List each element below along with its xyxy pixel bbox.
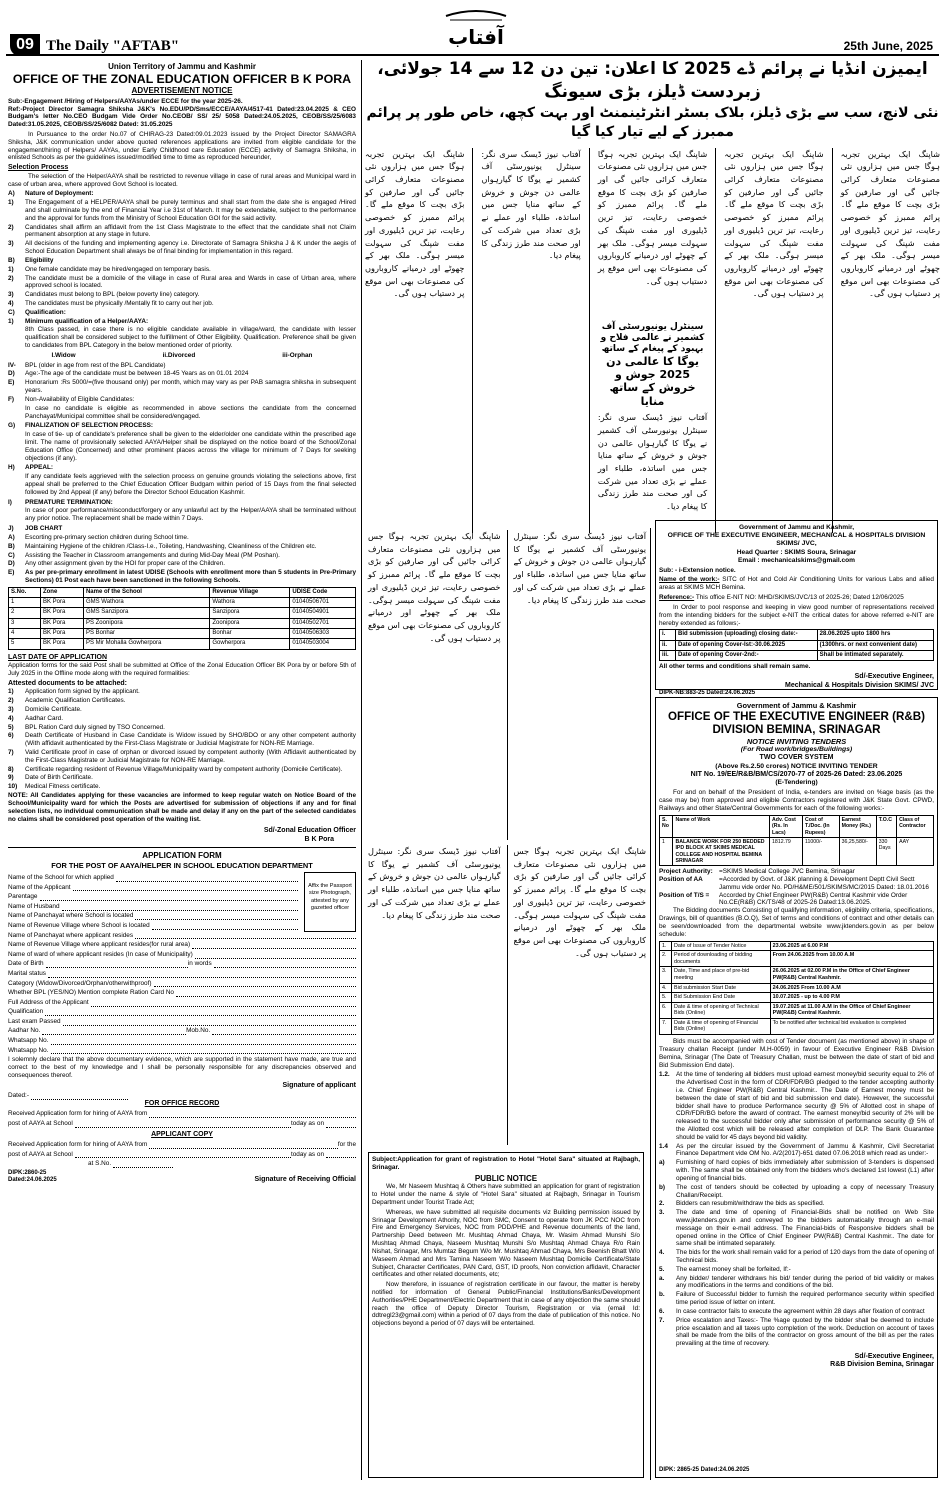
urdu-continuation — [368, 845, 646, 1145]
note: NOTE: All Candidates applying for these vacancies are informed to keep regular watch on Notice Board of the School/Municipality ward for which the Posts are advertised for submission of objections if any and for final selection lists, no individual communication shall be made and delay if any on the part of the selected candidates no claims shall be considered post operation of the waiting list. — [8, 792, 356, 823]
condition-item: Furnishing of hard copies of bids immediately after submission of 3-tenders is dispensed with. The same shall be obtained only from the bidders who's declared 1st lowest (L1) after opening of financial bids. — [676, 1159, 934, 1182]
form-heading: APPLICATION FORM — [142, 851, 222, 861]
urdu-subheadline: نئی لانچ، سب سے بڑی ڈیلز، بلاک بسٹر انٹرٹینمنٹ اور بہت کچھ، خاص طور پر پرائم ممبرز کے لیے تیار کیا گیا — [366, 104, 939, 140]
form-field-line[interactable] — [176, 990, 356, 997]
table-row: i. Bid submission (uploading) closing date:- 28.06.2025 upto 1800 hrs — [660, 630, 934, 640]
notice-subject: Subject:Application for grant of registration to Hotel "Hotel Sara" situated at Rajbagh, Srinagar. — [372, 1156, 640, 1171]
bidding-text: The Bidding documents Consisting of qualifying information, eligibility criteria, specifications, Drawings, bill of quantities (B.O.Q), Set of terms and conditions of contract and other details can be seen/downloaded from the departmental website www.jktenders.gov.in as per below schedule: — [659, 907, 934, 938]
notice-paragraph: Now therefore, in issuance of registration certificate in our favour, the matter is hereby notified for information of General Public/Financial Institutions/Banks/Development Authorities/PHE Department/Electric Department that in case of any objection the same should reach the office of Deputy Director Tourism, Registration or via (email Id: ddtregl23@gmail.com) within a period of 07 days from the date of publication of this notice. No objections beyond a period of 07 days will be entertained. — [372, 1281, 640, 1328]
form-field-line[interactable] — [75, 1121, 291, 1128]
dates-table — [659, 629, 934, 661]
logo-text: آفتاب — [448, 25, 504, 49]
list-item: BPL (older in age from rest of the BPL Candidate) — [25, 361, 166, 369]
form-field-line[interactable] — [51, 1038, 357, 1045]
subject: Sub: - i-Extension notice. — [659, 566, 736, 574]
list-item: Assisting the Teacher in Classroom arrangements and during Mid-Day Meal (PM Poshan). — [25, 551, 280, 559]
form-field-line[interactable] — [73, 884, 298, 891]
nit-number: NIT No. 19/EE/R&B/BM/CS/2070-77 of 2025-26 Dated: 23.06.2025 — [690, 770, 903, 778]
doc-item: Application form signed by the applicant. — [25, 688, 140, 696]
paper-name: The Daily "AFTAB" — [46, 38, 180, 54]
selection-heading: Selection Process — [8, 164, 69, 172]
priority-item: I.Widow — [51, 351, 76, 359]
form-field-line[interactable] — [214, 961, 356, 968]
attested-heading: Attested documents to be attached: — [8, 679, 128, 687]
condition-item: Any bidder/ tenderer withdraws his bid/ tender during the period of bid validity or makes any modifications in the terms and conditions of the bid. — [676, 1274, 934, 1290]
office-title: OFFICE OF THE EXECUTIVE ENGINEER, MECHANICAL & HOSPITALS DIVISION SKIMS/ JVC, — [667, 532, 926, 548]
table-row: 5 BK Pora PS Mir Mohalla Gowherpora Gowherpora 01040503004 — [9, 639, 356, 649]
masthead — [6, 6, 939, 56]
zeo-place: B K Pora — [304, 835, 334, 843]
doc-item: Academic Qualification Certificates. — [25, 697, 126, 705]
form-field-line[interactable] — [113, 1161, 173, 1168]
condition-item: In case contractor fails to execute the agreement within 28 days after fixation of contract — [676, 1307, 925, 1315]
form-subheading: FOR THE POST OF AAYA/HELPER IN SCHOOL EDUCATION DEPARTMENT — [51, 861, 313, 871]
form-field-line[interactable] — [135, 913, 298, 920]
table-row: 2 BK Pora GMS Sanzipora Sanzipora 01040504901 — [9, 608, 356, 618]
office-record-heading: FOR OFFICE RECORD — [144, 1100, 220, 1108]
priority-item: iii-Orphan — [282, 351, 313, 359]
form-field-line[interactable] — [51, 1047, 357, 1054]
form-field-line[interactable] — [135, 932, 356, 939]
urdu-headline: ایمیزن انڈیا نے پرائم ڈے 2025 کا اعلان: تین دن 12 سے 14 جولائی، زبردست ڈیلز، بڑی سیونگ — [377, 59, 928, 102]
urdu-story-heading: سینٹرل یونیورسٹی آف کشمیر نے عالمی فلاح و بہبود کے پیغام کے ساتھ — [600, 321, 705, 354]
list-item: As per pre-primary enrollment in latest UDISE (Schools with enrollment more than 5 students in Pre-Primary Sections) 01 Post each have been sanctioned in the following Schools. — [25, 569, 356, 584]
table-row: 1. Date of Issue of Tender Notice 23.06.2025 at 6.00 P.M — [660, 941, 934, 951]
doc-item: Death Certificate of Husband in Case Candidate is Widow issued by SHO/BDO or any other competent authority (With affidavit authenticated by the First-Class Magistrate or Judicial Magistrate for NON-RE Marriage. — [25, 732, 356, 748]
gov-title: Government of Jammu and Kashmir, — [738, 524, 855, 531]
reference: Ref:-Project Director Samagra Shiksha J&K's No.EDU/PD/Sms/ECCE/AAYA/4517-41 Dated:23.04.2025 & CEO Budgam's letter No.CEO Budgam Vide Order No.CEOB/ SS/ 25/ 5058 Dated:24.05.2025, CEOB/SS/25/6083 Dated:31.05.2025, CEOB/SS/25/6082 Dated: 31.05.2025 — [8, 105, 356, 129]
reference: This office E-NIT NO: MHD/SKIMS/JVC/13 of 2025-26; Dated 12/06/2025 — [695, 594, 904, 602]
doc-item: Medical Fitness certificate. — [25, 783, 101, 791]
list-item: Escorting pre-primary section children during School time. — [25, 533, 189, 541]
email-line: Email : mechanicalskims@gmail.com — [737, 556, 856, 564]
table-row: 2. Period of downloading of bidding documents From 24.06.2025 from 10.00 A.M — [660, 951, 934, 967]
aftab-logo — [436, 8, 516, 52]
zeo-signatory: Sd/-Zonal Education Officer — [263, 827, 356, 835]
non-availability-text: In case no candidate is eligible as recommended in above sections the candidate from the concerned Panchayat/Municipal committee shall be considered/engaged. — [25, 404, 356, 420]
dipk-line: DIPK: 2865-25 Dated:24.06.2025 — [659, 1466, 750, 1473]
column-divider — [361, 60, 362, 1480]
urdu-column: آفتاب نیوز ڈیسک سری نگر: سینٹرل یونیورسٹی آف کشمیر نے یوگا کا گیارہواں عالمی دن جوش و خروش کے ساتھ منایا جس میں اساتذہ، طلباء اور عملے نے بڑی تعداد میں شرکت کی اور صحت مند طرز زندگی کا پیغام دیا۔ — [481, 148, 581, 261]
signatory: Sd/-Executive Engineer, — [854, 1352, 934, 1360]
urdu-columns — [365, 148, 940, 533]
etendering: (E-Tendering) — [775, 779, 818, 787]
project-authority: =SKIMS Medical College JVC Bemina, Srinagar — [719, 868, 855, 876]
column-divider — [650, 528, 651, 1480]
form-field-line[interactable] — [42, 1028, 186, 1035]
selection-text: The selection of the Helper/AAYA shall be restricted to revenue village in case of rural areas and Municipal ward in case of urban area, where approved Govt School is located. — [8, 172, 356, 188]
list-item: Maintaining Hygiene of the children /Class-I.e., Toileting, Handwashing, Cleanliness of the Children etc. — [25, 542, 317, 550]
office-title: OFFICE OF THE EXECUTIVE ENGINEER (R&B) DIVISION BEMINA, SRINAGAR — [667, 710, 925, 737]
min-qual-text: 8th Class passed, in case there is no eligible candidate available in village/ward, the candidate with lesser qualification shall be considered subject to the fulfillment of Other Eligibility. Qualification. Preference shall be given to candidates from BPL Category in the below mentioned order of priority. — [25, 326, 356, 350]
notice-paragraph: Whereas, we have submitted all requisite documents viz Building permission issued by Srinagar Development Athority, NOC from SMC, Consent to operate from JK PCC NOC from Fire and Emergency Services, NOC from PDD/PHE and Revenue documents of the land, Partnership Deed between Mr. Mushtaq Ahmad Chaya, Mr. Wasim Ahmad Munshi S/o Mushtaq Ahmad Chaya, Naseem Mushtaq Munshi S/o Mushtaq Ahmad Chaya R/o Rain Nishat, Srinagar, Mrs Mumtaz Begum W/o Mr. Mushtaq Ahmad Chaya, Mrs Beenish Bhatt W/o Waseem Ahmad and Mrs Tamina Naseem W/o Naseem Mushtaq Domicile Certificate/State Subject, Character Certificates, PAN Card, GST, ID proofs, Non conviction affidavit, Character certificates and other related documents, etc; — [372, 1208, 640, 1279]
condition-item: Price escalation and Taxes:- The %age quoted by the bidder shall be deemed to include price escalation and all taxes upto completion of the work. Deduction on account of taxes shall be made from the bills of the contractor on gross amount of the bill as per the rates prevailing at the time of recovery. — [676, 1316, 934, 1348]
urdu-column: آفتاب نیوز ڈیسک سری نگر: سینٹرل یونیورسٹی آف کشمیر نے یوگا کا گیارہواں عالمی دن جوش و خروش کے ساتھ منایا جس میں اساتذہ، طلباء اور عملے نے بڑی تعداد میں شرکت کی اور صحت مند طرز زندگی کا پیغام دیا۔ — [513, 531, 646, 605]
gov-title: Government of Jammu & Kashmir — [736, 701, 857, 710]
qualification-heading: Qualification: — [25, 308, 66, 316]
table-row: 1 BALANCE WORK FOR 250 BEDDED IPD BLOCK AT SKIMS MEDICAL COLLEGE AND HOSPITAL BEMINA SRINAGAR 1812.79 11000/- 36,25,580/- 330 Days AAY — [660, 837, 934, 865]
table-row: 3 BK Pora PS Zoonipora Zoonipora 01040502701 — [9, 618, 356, 628]
list-item: The Engagement of a HELPER/AAYA shall be purely terminus and shall start from the date she is engaged /Hired and shall culminate by the end of Financial Year i.e 31st of March. It may be extendable, subject to the performance and the approval for funds from the Ministry of School Education GOI for the said activity. — [25, 199, 356, 222]
form-field-line[interactable] — [40, 894, 299, 901]
table-row: 6. Date & time of opening of Technical Bids (Online) 19.07.2025 at 11.00 A.M in the Office of Chief Engineer PW(R&B) Central Kashmir. — [660, 1002, 934, 1018]
form-field-line[interactable] — [75, 1151, 291, 1158]
appeal-text: If any candidate feels aggrieved with the selection process on genuine grounds violating the selections above, first appeal shall be preferred to the Chief Education Officer Budgam within period of 15 Days from the final selected followed by 2nd Appeal (if any) before the Director School Education Kashmir. — [25, 473, 356, 496]
last-date-heading: LAST DATE OF APPLICATION — [8, 653, 108, 661]
intro-text: For and on behalf of the President of India, e-tenders are invited on %age basis (as the case may be) from approved and eligible Contractors registered with J&K State Govt. CPWD, Railways and other State/Central Governments for each of the following works:- — [659, 789, 934, 812]
position-aa: =Accorded by Govt. of J&K planning & Development Deptt Civil Sectt Jammu vide order No. PD/H&ME/501/SKIMS/MC/2015 Dated: 18.01.2016 — [719, 876, 929, 891]
form-field-line[interactable] — [152, 923, 298, 930]
list-item: The candidates must be physically /Mentally fit to carry out her job. — [25, 299, 214, 307]
condition-item: As per the circular issued by the Government of Jammu & Kashmir, Civil Secretariat Finance Department vide OM No. A/2(2017)-651 dated 07.06.2018 which read as under:- — [676, 1142, 934, 1158]
notice-title: PUBLIC NOTICE — [474, 1173, 538, 1183]
table-row: 4 BK Pora PS Bonhar Bonhar 01040506303 — [9, 629, 356, 639]
eligibility-heading: Eligibility — [25, 256, 54, 264]
signatory-office: Mechanical & Hospitals Division SKIMS/ JVC — [785, 681, 934, 689]
form-field-line[interactable] — [46, 961, 188, 968]
application-form: Affix the Passport size Photograph, attested by any gazetted officer Name of the School for which applied Name of the Applicant Parentage Name of Husband Name of Panchayat where School is located Name of Revenue Village where School is located Name of Panchayat where applicant resides Name of Revenue Village where applicant resides(for rural area) Name of ward of where applicant resides (In case of Municipality) Date of Birth in words Marital status Category (Widow/Divorced/Orphan/otherwithproof) Whether BPL (YES/NO) Mention complete Ration Card No Full Address of the Applicant Qualification Last exam Passed Aadhar No. Mob.No. Whatsapp No. Whatsapp No. — [8, 872, 356, 1054]
signatory: Sd/-Executive Engineer, — [854, 673, 934, 681]
table-row: 7. Date & time of opening of Financial Bids (Online) To be notified after technical bid evaluation is completed — [660, 1018, 934, 1034]
cover-system: TWO COVER SYSTEM — [759, 754, 834, 761]
nit-title: NOTICE INVITING TENDERS — [746, 736, 847, 746]
rb-tender-notice: Government of Jammu & Kashmir OFFICE OF THE EXECUTIVE ENGINEER (R&B) DIVISION BEMINA, SRINAGAR NOTICE INVITING TENDERS (For Road work/bridges/Buildings) TWO COVER SYSTEM (Above Rs.2.50 crores) NOTICE INVITING TENDER NIT No. 19/EE/R&B/BM/CS/2070-77 of 2025-26 Dated: 23.06.2025 (E-Tendering) For and on behalf of the President of India, e-tenders are invited on %age basis (as the case may be) from approved and eligible Contractors registered with J&K State Govt. CPWD, Railways and other State/Central Governments for each of the following works:- S. No Name of Work Adv. Cost (Rs. In Lacs) Cost of T./Doc. (In Rupees) Earnest Money (Rs.) T.O.C Class of Contractor 1 BALANCE WORK FOR 250 BEDDED IPD BLOCK AT SKIMS MEDICAL COLLEGE AND HOSPITAL BEMINA SRINAGAR 1812.79 11000/- 36,25,580/- 330 Days AAY Project Authority: =SKIMS Medical College JVC Bemina, Srinagar Position of AA =Accorded by Govt. of J&K planning & Development Deptt Civil Sectt Jammu vide order No. PD/H&ME/501/SKIMS/MC/2015 Dated: 18.01.2016 Position of T/S = Accorded by Chief Engineer PW(R&B) Central Kashmir vide Order No.CE(R&B) CK/TS/48 of 2025-26 Dated:13.06.2025. The Bidding documents Consisting of qualifying information, eligibility criteria, specifications, Drawings, bill of quantities (B.O.Q), Set of terms and conditions of contract and other details can be seen/downloaded from the departmental website www.jktenders.gov.in as per below schedule: 1. Date of Issue of Tender Notice 23.06.2025 at 6.00 P.M 2. Period of downloading of bidding documents From 24.06.2025 from 10.00 A.M 3. Date, Time and place of pre-bid meeting 26.06.2025 at 02.00 P.M in the Office of Chief Engineer PW(R&B) Central Kashmir. 4. Bid submission Start Date 24.06.2025 From 10.00 A.M 5. Bid Submission End Date 10.07.2025 - up to 4.00 P.M 6. Date & time of opening of Technical Bids (Online) 19.07.2025 at 11.00 A.M in the Office of Chief Engineer PW(R&B) Central Kashmir. 7. Date & time of opening of Financial Bids (Online) To be notified after technical bid evaluation is completed Bids must be accompanied with cost of Tender document (as mentioned above) in shape of Treasury challan Receipt (under M.H-0059) in favour of Executive Engineer R&B Division Bemina, Srinagar (The Date of Treasury Challan, must be between the date of start of bid and Bid Submission End date). 1.2. At the time of tendering all bidders must upload earnest money/bid security equal to 2% of the Advertised Cost in the form of CDR/FDR/BG pledged to the tender accepting authority i.e. Chief Engineer PW(R&B) Central Kashmir.. The Date of Earnest money must be between the date of start of bid and bid submission end date). However, the successful bidder shall have to produce Performance security @ 5% of Allotted cost in shape of CDR/FDR/BG before the award of contract. The earnest money/bid security of 2% will be released to the successful bidder only after submission of performance security @ 5% of the Allotted cost which will be released after completion of DLP. The Bank Guarantee should be valid for 45 days beyond bid validity. 1.4 As per the circular issued by the Government of Jammu & Kashmir, Civil Secretariat Finance Department vide OM No. A/2(2017)-651 dated 07.06.2018 which read as under:- a) Furnishing of hard copies of bids immediately after submission of 3-tenders is dispensed with. The same shall be obtained only from the bidders who's declared 1st lowest (L1) after opening of financial bids. b) The cost of tenders should be collected by uploading a copy of necessary Treasury Challan/Receipt. 2. Bidders can resubmit/withdraw the bids as specified. 3. The date and time of opening of Financial-Bids shall be notified on Web Site www.jktenders.gov.in and conveyed to the bidders automatically through an e-mail message on their e-mail address. The Financial-bids of Responsive bidders shall be opened online in the Office of Chief Engineer PW(R&B) Central Kashmir.. The date for same shall be intimated separately. 4. The bids for the work shall remain valid for a period of 120 days from the date of opening of Technical bids. 5. The earnest money shall be forfeited, If:- a. Any bidder/ tenderer withdraws his bid/ tender during the period of bid validity or makes any modifications in the terms and conditions of the bid. b. Failure of Successful bidder to furnish the required performance security within specified time period issue of letter on intent. 6. In case contractor fails to execute the agreement within 28 days after fixation of contract 7. Price escalation and Taxes:- The %age quoted by the bidder shall be deemed to include price escalation and all taxes upto completion of the work. Deduction on account of taxes shall be made from the bills of the contractor on gross amount of the bill as per the rates prevailing at the time of recovery. Sd/-Executive Engineer, R&B Division Bemina, Srinagar DIPK: 2865-25 Dated:24.06.2025 — [655, 697, 938, 1478]
dipk-line: DIPK-NB:883-25 Dated:24.06.2025 — [659, 690, 756, 697]
table-row: 1 BK Pora GMS Wathora Wathora 01040506701 — [9, 598, 356, 608]
doc-item: Certificate regarding resident of Revenue Village/Municipality ward by competent authority (Domicile Certificate). — [25, 765, 343, 773]
works-table: S. No Name of Work Adv. Cost (Rs. In Lacs) Cost of T./Doc. (In Rupees) Earnest Money (Rs.) T.O.C Class of Contractor 1 BALANCE WORK FOR 250 BEDDED IPD BLOCK AT SKIMS MEDICAL COLLEGE AND HOSPITAL BEMINA SRINAGAR 1812.79 11000/- 36,25,580/- 330 Days AAY — [659, 815, 934, 866]
condition-item: The bids for the work shall remain valid for a period of 120 days from the date of opening of Technical bids. — [676, 1249, 934, 1264]
form-field-line[interactable] — [149, 1142, 338, 1149]
ut-title: Union Territory of Jammu and Kashmir — [108, 62, 256, 71]
min-qual-heading: Minimum qualification of a Helper/AAYA: — [25, 317, 149, 325]
priority-item: ii.Divorced — [162, 351, 196, 359]
condition-item: The earnest money shall be forfeited, If:- — [676, 1265, 791, 1273]
page-number: 09 — [10, 34, 40, 56]
urdu-column: شاپنگ ایک بہترین تجربہ ہوگا جس میں ہزاروں نئی مصنوعات متعارف کرائی جائیں گی اور صارفین کو بڑی بچت کا موقع ملے گا۔ پرائم ممبرز کو خصوصی رعایت، تیز ترین ڈیلیوری اور مفت شپنگ کی سہولت میسر ہوگی۔ ملک بھر کے چھوٹے اور درمیانے کاروباروں کی مصنوعات بھی اس موقع پر دستیاب ہوں گی۔ — [365, 148, 465, 299]
applicant-signature: Signature of applicant — [282, 1081, 356, 1089]
urdu-column: شاپنگ ایک بہترین تجربہ ہوگا جس میں ہزاروں نئی مصنوعات متعارف کرائی جائیں گی اور صارفین کو بڑی بچت کا موقع ملے گا۔ پرائم ممبرز کو خصوصی رعایت، تیز ترین ڈیلیوری اور مفت شپنگ کی سہولت میسر ہوگی۔ ملک بھر کے چھوٹے اور درمیانے کاروباروں کی مصنوعات بھی اس موقع پر دستیاب ہوں گی۔ سینٹرل یونیورسٹی آف کشمیر نے عالمی فلاح و بہبود کے پیغام کے ساتھ یوگا کا عالمی دن 2025 جوش و خروش کے ساتھ منایا آفتاب نیوز ڈیسک سری نگر: سینٹرل یونیورسٹی آف کشمیر نے یوگا کا گیارہواں عالمی دن جوش و خروش کے ساتھ منایا جس میں اساتذہ، طلباء اور عملے نے بڑی تعداد میں شرکت کی اور صحت مند طرز زندگی کا پیغام دیا۔ — [597, 148, 708, 512]
form-field-line[interactable] — [91, 1000, 356, 1007]
above-cost: (Above Rs.2.50 crores) NOTICE INVITING TENDER — [715, 762, 878, 770]
signatory-office: R&B Division Bemina, Srinagar — [830, 1361, 934, 1369]
table-row: 3. Date, Time and place of pre-bid meeting 26.06.2025 at 02.00 P.M in the Office of Chief Engineer PW(R&B) Central Kashmir. — [660, 967, 934, 983]
urdu-column: شاپنگ ایک بہترین تجربہ ہوگا جس میں ہزاروں نئی مصنوعات متعارف کرائی جائیں گی اور صارفین کو بڑی بچت کا موقع ملے گا۔ پرائم ممبرز کو خصوصی رعایت، تیز ترین ڈیلیوری اور مفت شپنگ کی سہولت میسر ہوگی۔ ملک بھر کے چھوٹے اور درمیانے کاروباروں کی مصنوعات بھی اس موقع پر دستیاب ہوں گی۔ — [368, 531, 501, 643]
condition-item: The cost of tenders should be collected by uploading a copy of necessary Treasury Challan/Receipt. — [676, 1183, 934, 1199]
school-table: S.No. Zone Name of the School Revenue Village UDISE Code 1 BK Pora GMS Wathora Wathora 01040506701 2 BK Pora GMS Sanzipora Sanzipora 01040504901 3 BK Pora PS Zoonipora Zoonipora 01040502701 4 BK Pora PS Bonhar Bonhar 01040506303 5 BK Pora PS Mir Mohalla Gowherpora Gowherpora 01040503004 — [8, 587, 356, 650]
dipk-date: Dated:24.06.2025 — [8, 1177, 57, 1184]
position-ts: Accorded by Chief Engineer PW(R&B) Central Kashmir vide Order No.CE(R&B) CK/TS/48 of 2025-26 Dated:13.06.2025. — [719, 891, 908, 907]
urdu-story-text: آفتاب نیوز ڈیسک سری نگر: سینٹرل یونیورسٹی آف کشمیر نے یوگا کا گیارہواں عالمی دن جوش و خروش کے ساتھ منایا جس میں اساتذہ، طلباء اور عملے نے بڑی تعداد میں شرکت کی اور صحت مند طرز زندگی کا پیغام دیا۔ — [597, 412, 708, 512]
list-item: Age:-The age of the candidate must be between 18-45 Years as on 01.01 2024 — [25, 370, 249, 378]
priority-order — [8, 352, 356, 360]
form-field-line[interactable] — [212, 1028, 356, 1035]
urdu-story-heading: یوگا کا عالمی دن 2025 جوش و خروش کے ساتھ منایا — [606, 354, 699, 408]
hq-line: Head Quarter : SKIMS Soura, Srinagar — [736, 548, 857, 556]
finalization-text: In case of tie- up of candidate's preference shall be given to the elder/older one candidate within the prescribed age limit. The name of provisionally selected AAYA/Helper shall be displayed on the notice board of the School/Zonal Education Office (Concerned) and other prominent places across the village for minimum of 7 Days for seeking objections (if any). — [25, 431, 356, 462]
form-field-line[interactable] — [195, 952, 356, 959]
form-field-line[interactable] — [45, 1009, 356, 1016]
doc-item: Date of Birth Certificate. — [25, 774, 93, 782]
list-item: Any other assignment given by the HOI for proper care of the Children. — [25, 560, 225, 568]
applicant-copy-heading: APPLICANT COPY — [151, 1130, 213, 1138]
nit-subtitle: (For Road work/bridges/Buildings) — [740, 745, 853, 753]
doc-item: Valid Certificate proof in case of orphan or divorced issued by competent authority (With Affidavit authenticated by the First-Class Magistrate or Judicial Magistrate for NON-RE Marriage. — [25, 749, 356, 764]
work-name: SITC of Hot and Cold Air Conditioning Units for various Labs and allied areas at SKIMS MCH Bemina. — [659, 576, 934, 592]
form-field-line[interactable] — [149, 1111, 356, 1118]
urdu-news-section — [365, 58, 940, 528]
zonal-education-notice: Union Territory of Jammu and Kashmir OFFICE OF THE ZONAL EDUCATION OFFICER B K PORA ADVERTISEMENT NOTICE Sub:-Engagement /Hiring of Helpers/AAYAs/under ECCE for the year 2025-26. Ref:-Project Director Samagra Shiksha J&K's No.EDU/PD/Sms/ECCE/AAYA/4517-41 Dated:23.04.2025 & CEO Budgam's letter No.CEO Budgam Vide Order No.CEOB/ SS/ 25/ 5058 Dated:24.05.2025, CEOB/SS/25/6083 Dated:31.05.2025, CEOB/SS/25/6082 Dated: 31.05.2025 In Pursuance to the order No.07 of CHIRAG-23 Dated:09.01.2023 issued by the Project Director SAMAGRA Shiksha, J&K communication under above quoted references applications are invited from eligible candidate for the engagement/hiring of Helpers/ AAYAs, under Early Childhood care Education (ECCE) activity of Samagra Shiksha, in enlisted Schools as per the guidelines issued/modified time to time as reproduced hereunder, Selection Process The selection of the Helper/AAYA shall be restricted to revenue village in case of rural areas and Municipal ward in case of urban area, where approved Govt School is located. A) Nature of Deployment: 1) The Engagement of a HELPER/AAYA shall be purely terminus and shall start from the date she is engaged /Hired and shall culminate by the end of Financial Year i.e 31st of March. It may be extendable, subject to the performance and the approval for funds from the Ministry of School Education GOI for the said activity. 2) Candidates shall affirm an affidavit from the 1st Class Magistrate to the effect that the candidate shall not Claim permanent absorption at any stage in future. 3) All decisions of the funding and implementing agency i.e. Directorate of Samagra Shiksha J & K under the aegis of School Education Department shall always be of final binding for implementation in this regard. B) Eligibility 1) One female candidate may be hired/engaged on temporary basis. 2) The candidate must be a domicile of the village in case of Rural area and Wards in case of Urban area, where approved school is located. 3) Candidates must belong to BPL (below poverty line) category. 4) The candidates must be physically /Mentally fit to carry out her job. C) Qualification: 1) Minimum qualification of a Helper/AAYA: 8th Class passed, in case there is no eligible candidate available in village/ward, the candidate with lesser qualification shall be considered subject to the fulfillment of Other Eligibility. Qualification. Preference shall be given to candidates from BPL Category in the below mentioned order of priority. I.Widow ii.Divorced iii-Orphan IV- BPL (older in age from rest of the BPL Candidate) D) Age:-The age of the candidate must be between 18-45 Years as on 01.01 2024 E) Honorarium :Rs 5000/=(five thousand only) per month, which may vary as per PAB samagra shiksha in subsequent years. F) Non-Availability of Eligible Candidates: In case no candidate is eligible as recommended in above sections the candidate from the concerned Panchayat/Municipal committee shall be considered/engaged. G) FINALIZATION OF SELECTION PROCESS: In case of tie- up of candidate's preference shall be given to the elder/older one candidate within the prescribed age limit. The name of provisionally selected AAYA/Helper shall be displayed on the notice board of the School/Zonal Education Office (Concerned) and other prominent places across the village for minimum of 7 Days for seeking objections (if any). H) APPEAL: If any candidate feels aggrieved with the selection process on genuine grounds violating the selections above, first appeal shall be preferred to the Chief Education Officer Budgam within period of 15 Days from the final selected followed by 2nd Appeal (if any) before the Director School Education Kashmir. I) PREMATURE TERMINATION: In case of poor performance/misconduct/forgery or any unlawful act by the Helper/AAYA shall be terminated without any prior notice. The replacement shall be made within 7 Days. J) JOB CHART A) Escorting pre-primary section children during School time. B) Maintaining Hygiene of the children /Class-I.e., Toileting, Handwashing, Cleanliness of the Children etc. C) Assisting the Teacher in Classroom arrangements and during Mid-Day Meal (PM Poshan). D) Any other assignment given by the HOI for proper care of the Children. E) As per pre-primary enrollment in latest UDISE (Schools with enrollment more than 5 students in Pre-Primary Sections) 01 Post each have been sanctioned in the following Schools. S.No. Zone Name of the School Revenue Village UDISE Code 1 BK Pora GMS Wathora Wathora 01040506701 2 BK Pora GMS Sanzipora Sanzipora 01040504901 3 BK Pora PS Zoonipora Zoonipora 01040502701 4 BK Pora PS Bonhar Bonhar 01040506303 5 BK Pora PS Mir Mohalla Gowherpora Gowherpora 01040503004 LAST DATE OF APPLICATION Application forms for the said Post shall be submitted at Office of the Zonal Education Officer BK Pora by or before 5th of July 2025 in the Offline mode along with the required formalities: Attested documents to be attached: 1) Application form signed by the applicant. 2) Academic Qualification Certificates. 3) Domicile Certificate. 4) Aadhar Card. 5) BPL Ration Card duly signed by TSO Concerned. 6) Death Certificate of Husband in Case Candidate is Widow issued by SHO/BDO or any other competent authority (With affidavit authenticated by the First-Class Magistrate or Judicial Magistrate for NON-RE Marriage. 7) Valid Certificate proof in case of orphan or divorced issued by competent authority (With Affidavit authenticated by the First-Class Magistrate or Judicial Magistrate for NON-RE Marriage. 8) Certificate regarding resident of Revenue Village/Municipality ward by competent authority (Domicile Certificate). 9) Date of Birth Certificate. 10) Medical Fitness certificate. NOTE: All Candidates applying for these vacancies are informed to keep regular watch on Notice Board of the School/Municipality ward for which the Posts are advertised for submission of objections if any and for final selection lists, no individual communication shall be made and delay if any on the part of the selected candidates no claims shall be considered post operation of the waiting list. Sd/-Zonal Education Officer B K Pora APPLICATION FORM FOR THE POST OF AAYA/HELPER IN SCHOOL EDUCATION DEPARTMENT Affix the Passport size Photograph, attested by any gazetted officer Name of the School for which applied Name of the Applicant Parentage Name of Husband Name of Panchayat where School is located Name of Revenue Village where School is located Name of Panchayat where applicant resides Name of Revenue Village where applicant resides(for rural area) Name of ward of where applicant resides (In case of Municipality) Date of Birth in words Marital status Category (Widow/Divorced/Orphan/otherwithproof) Whether BPL (YES/NO) Mention complete Ration Card No Full Address of the Applicant Qualification Last exam Passed Aadhar No. Mob.No. Whatsapp No. Whatsapp No. I solemnly declare that the above documentary evidence, which are supported in the statement have made, are true and correct to the best of my knowledge and I shall be personally responsible for any discrepancies observed and consequences thereof. Signature of applicant Dated:- FOR OFFICE RECORD Received Application form for hiring of AAYA from post of AAYA at School today as on APPLICANT COPY Received Application form for hiring of AAYA from for the post of AAYA at School today as on at S.No. DIPK:2860-25 Dated:24.06.2025 Signature of Receiving Official — [8, 62, 356, 1184]
termination-text: In case of poor performance/misconduct/forgery or any unlawful act by the Helper/AAYA shall be terminated without any prior notice. The replacement shall be made within 7 Days. — [25, 507, 356, 523]
dipk-number: DIPK:2860-25 — [8, 1170, 47, 1177]
schedule-table — [659, 941, 934, 1036]
job-heading: JOB CHART — [25, 525, 63, 533]
intro-paragraph: In Pursuance to the order No.07 of CHIRAG-23 Dated:09.01.2023 issued by the Project Director SAMAGRA Shiksha, J&K communication under above quoted references applications are invited from eligible candidate for the engagement/hiring of Helpers/ AAYAs, under Early Childhood care Education (ECCE) activity of Samagra Shiksha, in enlisted Schools as per the guidelines issued/modified time to time as reproduced hereunder, — [8, 131, 356, 162]
list-item: Candidates must belong to BPL (below poverty line) category. — [25, 291, 200, 299]
list-item: All decisions of the funding and implementing agency i.e. Directorate of Samagra Shiksha J & K under the aegis of School Education Department shall always be of final binding for implementation in this regard. — [25, 240, 356, 256]
condition-item: Failure of Successful bidder to furnish the required performance security within specified time period issue of letter on intent. — [676, 1291, 934, 1307]
list-item: The candidate must be a domicile of the village in case of Rural area and Wards in case of Urban area, where approved school is located. — [25, 274, 356, 290]
condition-item: The date and time of opening of Financial-Bids shall be notified on Web Site www.jktenders.gov.in and conveyed to the bidders automatically through an e-mail message on their e-mail address. The Financial-bids of Responsive bidders shall be opened online in the Office of Chief Engineer PW(R&B) Central Kashmir.. The date for same shall be intimated separately. — [676, 1209, 934, 1248]
form-field-line[interactable] — [48, 971, 356, 978]
table-row: 5. Bid Submission End Date 10.07.2025 - up to 4.00 P.M — [660, 993, 934, 1003]
urdu-column: شاپنگ ایک بہترین تجربہ ہوگا جس میں ہزاروں نئی مصنوعات متعارف کرائی جائیں گی اور صارفین کو بڑی بچت کا موقع ملے گا۔ پرائم ممبرز کو خصوصی رعایت، تیز ترین ڈیلیوری اور مفت شپنگ کی سہولت میسر ہوگی۔ ملک بھر کے چھوٹے اور درمیانے کاروباروں کی مصنوعات بھی اس موقع پر دستیاب ہوں گی۔ — [840, 148, 940, 299]
form-field-line[interactable] — [154, 980, 357, 987]
notice-paragraph: We, Mr Naseem Mushtaq & Others have submitted an application for grant of registration to Hotel under the name & style of "Hotel Sara" situated at Rajbagh, Srinagar in Tourism Department under Tourist Trade Act; — [372, 1183, 640, 1206]
form-field-line[interactable] — [116, 875, 298, 882]
termination-heading: PREMATURE TERMINATION: — [25, 498, 113, 506]
table-row: ii. Date of opening Cover-Ist:-30.06.2025 (1300hrs. or next convenient date) — [660, 640, 934, 650]
list-item: Candidates shall affirm an affidavit from the 1st Class Magistrate to the effect that the candidate shall not Claim permanent absorption at any stage in future. — [25, 223, 356, 239]
urdu-column: آفتاب نیوز ڈیسک سری نگر: سینٹرل یونیورسٹی آف کشمیر نے یوگا کا گیارہواں عالمی دن جوش و خروش کے ساتھ منایا جس میں اساتذہ، طلباء اور عملے نے بڑی تعداد میں شرکت کی اور صحت مند طرز زندگی کا پیغام دیا۔ — [368, 846, 501, 920]
condition-item: Bidders can resubmit/withdraw the bids as specified. — [676, 1200, 825, 1208]
urdu-column: شاپنگ ایک بہترین تجربہ ہوگا جس میں ہزاروں نئی مصنوعات متعارف کرائی جائیں گی اور صارفین کو بڑی بچت کا موقع ملے گا۔ پرائم ممبرز کو خصوصی رعایت، تیز ترین ڈیلیوری اور مفت شپنگ کی سہولت میسر ہوگی۔ ملک بھر کے چھوٹے اور درمیانے کاروباروں کی مصنوعات بھی اس موقع پر دستیاب ہوں گی۔ — [724, 148, 824, 299]
subject: Sub:-Engagement /Hiring of Helpers/AAYAs/under ECCE for the year 2025-26. — [8, 97, 243, 105]
bids-paragraph: Bids must be accompanied with cost of Tender document (as mentioned above) in shape of Treasury challan Receipt (under M.H-0059) in favour of Executive Engineer R&B Division Bemina, Srinagar (The Date of Treasury Challan, must be between the date of start of bid and Bid Submission End date). — [659, 1038, 934, 1069]
last-date-text: Application forms for the said Post shall be submitted at Office of the Zonal Education Officer BK Pora by or before 5th of July 2025 in the Offline mode along with the required formalities: — [8, 662, 356, 678]
form-field-line[interactable] — [192, 942, 356, 949]
urdu-continuation — [368, 530, 646, 840]
doc-item: Aadhar Card. — [25, 714, 64, 722]
list-item: Non-Availability of Eligible Candidates: — [25, 395, 135, 403]
nature-heading: Nature of Deployment: — [25, 190, 94, 198]
terms-line: All other terms and conditions shall remain same. — [659, 663, 811, 671]
list-item: Honorarium :Rs 5000/=(five thousand only) per month, which may vary as per PAB samagra shiksha in subsequent years. — [25, 379, 356, 395]
receiving-signature: Signature of Receiving Official — [254, 1176, 356, 1184]
notice-title: ADVERTISEMENT NOTICE — [131, 86, 233, 96]
condition-item: At the time of tendering all bidders must upload earnest money/bid security equal to 2% of the Advertised Cost in the form of CDR/FDR/BG pledged to the tender accepting authority i.e. Chief Engineer PW(R&B) Central Kashmir.. The Date of Earnest money must be between the date of start of bid and bid submission end date). However, the successful bidder shall have to produce Performance security @ 5% of Allotted cost in shape of CDR/FDR/BG before the award of contract. The earnest money/bid security of 2% will be released to the successful bidder only after submission of performance security @ 5% of the Allotted cost which will be released after completion of DLP. The Bank Guarantee should be valid for 45 days beyond bid validity. — [676, 1071, 934, 1141]
doc-item: BPL Ration Card duly signed by TSO Concerned. — [25, 723, 165, 731]
doc-item: Domicile Certificate. — [25, 705, 82, 713]
table-row: 4. Bid submission Start Date 24.06.2025 From 10.00 A.M — [660, 983, 934, 993]
photo-box: Affix the Passport size Photograph, attested by any gazetted officer — [304, 872, 356, 932]
form-field-line[interactable] — [63, 1019, 356, 1026]
form-field-line[interactable] — [31, 1093, 128, 1100]
list-item: One female candidate may be hired/engaged on temporary basis. — [25, 265, 211, 273]
office-title: OFFICE OF THE ZONAL EDUCATION OFFICER B K PORA — [12, 71, 352, 86]
table-row: iii. Date of opening Cover-2nd:- Shall be intimated separately. — [660, 650, 934, 660]
urdu-column: شاپنگ ایک بہترین تجربہ ہوگا جس میں ہزاروں نئی مصنوعات متعارف کرائی جائیں گی اور صارفین کو بڑی بچت کا موقع ملے گا۔ پرائم ممبرز کو خصوصی رعایت، تیز ترین ڈیلیوری اور مفت شپنگ کی سہولت میسر ہوگی۔ ملک بھر کے چھوٹے اور درمیانے کاروباروں کی مصنوعات بھی اس موقع پر دستیاب ہوں گی۔ — [513, 846, 646, 958]
appeal-heading: APPEAL: — [25, 464, 54, 472]
declaration: I solemnly declare that the above documentary evidence, which are supported in the statement have made, are true and correct to the best of my knowledge and I shall be personally responsible for any discrepancies observed and consequences thereof. — [8, 1056, 356, 1080]
mechanical-notice: Government of Jammu and Kashmir, OFFICE OF THE EXECUTIVE ENGINEER, MECHANICAL & HOSPITALS DIVISION SKIMS/ JVC, Head Quarter : SKIMS Soura, Srinagar Email : mechanicalskims@gmail.com Sub: - i-Extension notice. Name of the work:- SITC of Hot and Cold Air Conditioning Units for various Labs and allied areas at SKIMS MCH Bemina. Reference:- This office E-NIT NO: MHD/SKIMS/JVC/13 of 2025-26; Dated 12/06/2025 In Order to pool response and keeping in view good number of representations received from the intending bidders for the subject e-NIT the critical dates for above referred e-NIT are hereby extended as follows;- i. Bid submission (uploading) closing date:- 28.06.2025 upto 1800 hrs ii. Date of opening Cover-Ist:-30.06.2025 (1300hrs. or next convenient date) iii. Date of opening Cover-2nd:- Shall be intimated separately. All other terms and conditions shall remain same. Sd/-Executive Engineer, Mechanical & Hospitals Division SKIMS/ JVC DIPK-NB:883-25 Dated:24.06.2025 — [655, 520, 938, 690]
hotel-public-notice — [368, 1152, 644, 1478]
finalization-heading: FINALIZATION OF SELECTION PROCESS: — [25, 422, 154, 430]
paper-date: 25th June, 2025 — [843, 39, 933, 53]
body-text: In Order to pool response and keeping in view good number of representations received from the intending bidders for the subject e-NIT the critical dates for above referred e-NIT are hereby extended as follows;- — [659, 603, 934, 627]
form-field-line[interactable] — [62, 904, 298, 911]
